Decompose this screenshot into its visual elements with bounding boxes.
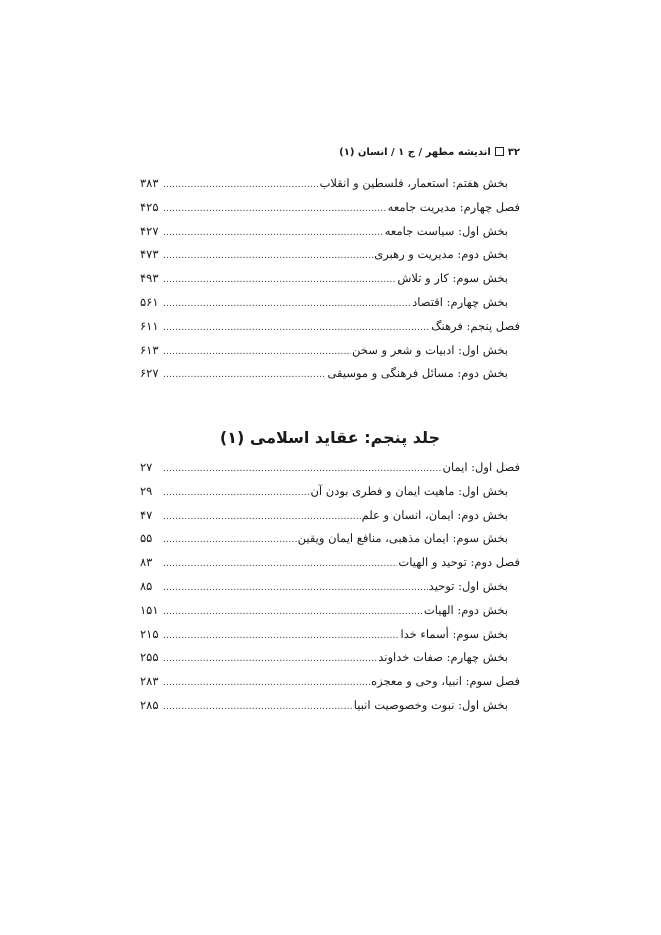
toc-entry-page-number: ۴۷ (140, 507, 153, 522)
toc-dot-leader (163, 323, 430, 333)
toc-entry-page-number: ۶۱۳ (140, 342, 159, 357)
toc-section-entry (140, 531, 520, 555)
toc-entry-title: بخش اول: سیاست جامعه (384, 223, 508, 238)
toc-entry-title: بخش چهارم: صفات خداوند (378, 650, 508, 665)
toc-entry-title: بخش دوم: الهیات (423, 602, 508, 617)
toc-dot-leader (163, 370, 326, 380)
toc-chapter-entry (140, 200, 520, 224)
toc-entry-page-number: ۲۷ (140, 460, 153, 474)
toc-dot-leader (163, 607, 423, 617)
toc-entry-title: فصل سوم: انبیا، وحی و معجزه (371, 674, 520, 689)
toc-entry-title: فصل دوم: توحید و الهیات (398, 555, 520, 570)
toc-entry-title: بخش سوم: ایمان مذهبی، منافع ایمان ویقین (297, 531, 508, 546)
toc-chapter-entry (140, 460, 520, 484)
toc-dot-leader (163, 228, 384, 238)
toc-entry-title: بخش اول: ماهیت ایمان و فطری بودن آن (310, 483, 508, 498)
toc-entry-page-number: ۲۱۵ (140, 626, 159, 641)
toc-entry-title: فصل چهارم: مدیریت جامعه (387, 199, 520, 214)
toc-section-entry (140, 698, 520, 722)
toc-entry-page-number: ۲۸۳ (140, 674, 159, 689)
toc-entry-page-number: ۸۵ (140, 578, 153, 593)
toc-dot-leader (163, 204, 387, 214)
toc-section-entry (140, 295, 520, 319)
toc-entry-title: فصل پنجم: فرهنگ (431, 318, 520, 333)
toc-entry-title: بخش دوم: مسائل فرهنگی و موسیقی (327, 366, 508, 381)
header-page-number: ۳۲ (507, 147, 520, 158)
toc-dot-leader (163, 299, 411, 309)
toc-section-entry (140, 224, 520, 248)
toc-dot-leader (163, 702, 353, 712)
toc-entry-page-number: ۵۵ (140, 531, 153, 546)
toc-chapter-entry (140, 319, 520, 343)
toc-dot-leader (163, 488, 309, 498)
toc-list-continued (140, 176, 520, 390)
toc-section-entry (140, 271, 520, 295)
toc-dot-leader (163, 512, 361, 522)
toc-entry-page-number: ۶۲۷ (140, 366, 159, 381)
toc-entry-page-number: ۲۵۵ (140, 650, 159, 665)
toc-entry-page-number: ۵۶۱ (140, 294, 159, 309)
toc-entry-title: بخش چهارم: اقتصاد (412, 294, 508, 309)
toc-dot-leader (163, 559, 397, 569)
toc-dot-leader (163, 535, 297, 545)
toc-list-volume-5 (140, 460, 520, 722)
toc-entry-title: بخش اول: توحید (428, 578, 508, 593)
toc-entry-title: بخش اول: ادبیات و شعر و سخن (352, 342, 508, 357)
toc-section-entry (140, 366, 520, 390)
toc-entry-page-number: ۴۹۳ (140, 271, 159, 286)
toc-dot-leader (163, 251, 373, 261)
toc-section-entry (140, 247, 520, 271)
running-header (140, 147, 520, 158)
toc-entry-title: بخش هفتم: استعمار، فلسطین و انقلاب (319, 176, 508, 190)
toc-section-entry (140, 508, 520, 532)
toc-entry-title: بخش دوم: مدیریت و رهبری (374, 247, 508, 262)
toc-entry-title: بخش سوم: کار و تلاش (397, 271, 508, 286)
toc-entry-page-number: ۱۵۱ (140, 602, 159, 617)
toc-dot-leader (163, 678, 370, 688)
toc-entry-page-number: ۲۸۵ (140, 697, 159, 712)
toc-chapter-entry (140, 555, 520, 579)
toc-entry-title: فصل اول: ایمان (442, 460, 520, 474)
toc-entry-title: بخش اول: نبوت وخصوصیت انبیا (353, 697, 508, 712)
toc-dot-leader (163, 583, 428, 593)
toc-entry-title: بخش سوم: أسماء خدا (400, 626, 508, 641)
toc-chapter-entry (140, 674, 520, 698)
toc-section-entry (140, 176, 520, 200)
section-heading: جلد پنجم: عقاید اسلامی (۱) (219, 428, 441, 447)
toc-section-entry (140, 579, 520, 603)
toc-section-entry (140, 627, 520, 651)
toc-entry-page-number: ۴۲۵ (140, 199, 159, 214)
toc-entry-page-number: ۴۷۳ (140, 247, 159, 262)
toc-section-entry (140, 343, 520, 367)
toc-section-entry (140, 603, 520, 627)
toc-dot-leader (163, 464, 442, 474)
toc-section-entry (140, 650, 520, 674)
square-bullet-icon (495, 147, 504, 156)
toc-section-entry (140, 484, 520, 508)
toc-dot-leader (163, 275, 396, 285)
toc-entry-page-number: ۴۲۷ (140, 223, 159, 238)
toc-dot-leader (163, 180, 319, 190)
toc-entry-page-number: ۸۳ (140, 555, 153, 570)
header-text: اندیشه مطهر / ج ۱ / انسان (۱) (339, 147, 491, 158)
toc-entry-page-number: ۲۹ (140, 483, 153, 498)
toc-dot-leader (163, 347, 351, 357)
toc-dot-leader (163, 631, 399, 641)
toc-entry-title: بخش دوم: ایمان، انسان و علم (361, 507, 508, 522)
toc-entry-page-number: ۳۸۳ (140, 176, 159, 190)
toc-entry-page-number: ۶۱۱ (140, 318, 159, 333)
toc-dot-leader (163, 654, 377, 664)
